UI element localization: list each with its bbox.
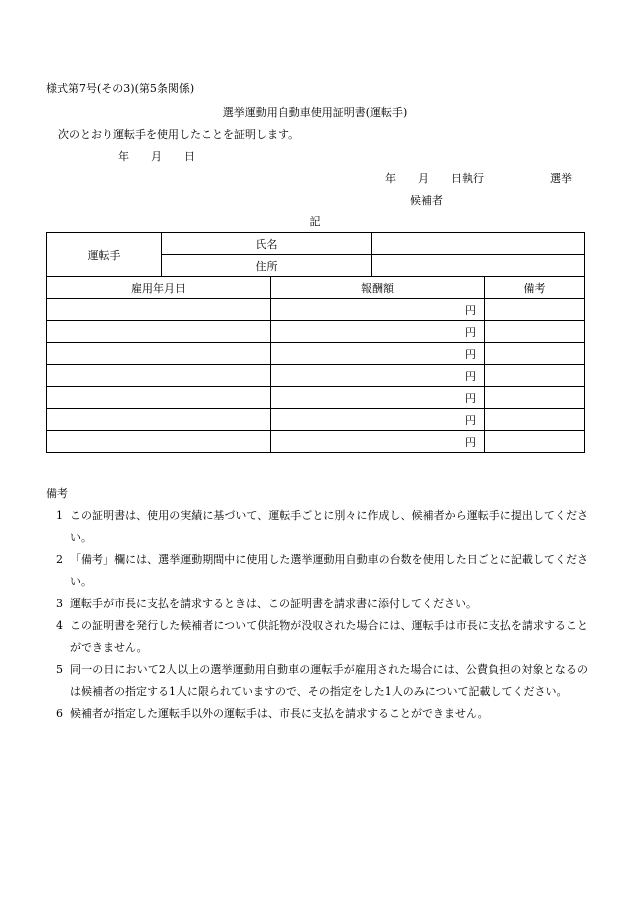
note-item — [46, 593, 588, 615]
table-row — [47, 431, 585, 453]
note-number: 5 — [56, 663, 63, 676]
certification-statement: 次のとおり運転手を使用したことを証明します。 — [58, 128, 300, 141]
note-text: 「備考」欄には、選挙運動期間中に使用した選挙運動用自動車の台数を使用した日ごとに記載してください。 — [70, 553, 588, 588]
candidate-label: 候補者 — [410, 194, 443, 207]
remarks-cell — [485, 409, 585, 431]
remarks-cell — [485, 343, 585, 365]
remarks-cell — [485, 321, 585, 343]
employment-date-cell — [47, 343, 271, 365]
table-row — [47, 409, 585, 431]
name-label-cell: 氏名 — [162, 233, 372, 255]
note-text: この証明書は、使用の実績に基づいて、運転手ごとに別々に作成し、候補者から運転手に提出してください。 — [70, 509, 588, 544]
note-text: 運転手が市長に支払を請求するときは、この証明書を請求書に添付してください。 — [70, 597, 477, 610]
note-text: 候補者が指定した運転手以外の運転手は、市長に支払を請求することができません。 — [70, 707, 489, 720]
note-number: 6 — [56, 707, 63, 720]
notes-section — [46, 483, 588, 725]
driver-label-cell: 運転手 — [47, 233, 162, 277]
employment-date-cell — [47, 365, 271, 387]
name-value-cell — [372, 233, 585, 255]
note-text: この証明書を発行した候補者について供託物が没収された場合には、運転手は市長に支払を請求することができません。 — [70, 619, 588, 654]
table-row — [47, 343, 585, 365]
remuneration-cell: 円 — [271, 299, 485, 321]
remuneration-cell: 円 — [271, 365, 485, 387]
remuneration-cell: 円 — [271, 343, 485, 365]
note-number: 3 — [56, 597, 63, 610]
note-number: 4 — [56, 619, 63, 632]
table-row — [47, 321, 585, 343]
form-number: 様式第7号(その3)(第5条関係) — [46, 82, 195, 95]
address-label-cell: 住所 — [162, 255, 372, 277]
remuneration-cell: 円 — [271, 387, 485, 409]
table-row — [47, 365, 585, 387]
employment-date-cell — [47, 321, 271, 343]
ki-mark: 記 — [309, 215, 321, 228]
note-item — [46, 615, 588, 659]
table-row — [47, 387, 585, 409]
note-number: 1 — [56, 509, 63, 522]
note-item — [46, 703, 588, 725]
header-remarks: 備考 — [485, 277, 585, 299]
employment-date-cell — [47, 387, 271, 409]
certificate-table — [46, 232, 585, 453]
remuneration-cell: 円 — [271, 431, 485, 453]
employment-date-cell — [47, 409, 271, 431]
header-remuneration: 報酬額 — [271, 277, 485, 299]
address-value-cell — [372, 255, 585, 277]
document-title: 選挙運動用自動車使用証明書(運転手) — [222, 106, 408, 119]
election-line: 年 月 日執行 選挙 — [385, 172, 572, 185]
table-row — [47, 299, 585, 321]
note-text: 同一の日において2人以上の選挙運動用自動車の運転手が雇用された場合には、公費負担の対象となるのは候補者の指定する1人に限られていますので、その指定をした1人のみについて記載してください。 — [70, 663, 588, 698]
remuneration-cell: 円 — [271, 321, 485, 343]
employment-date-cell — [47, 299, 271, 321]
header-employment-date: 雇用年月日 — [47, 277, 271, 299]
remarks-cell — [485, 387, 585, 409]
certification-date: 年 月 日 — [118, 150, 195, 163]
note-item — [46, 505, 588, 549]
note-item — [46, 549, 588, 593]
remarks-cell — [485, 431, 585, 453]
remarks-cell — [485, 299, 585, 321]
remuneration-cell: 円 — [271, 409, 485, 431]
remarks-cell — [485, 365, 585, 387]
note-item — [46, 659, 588, 703]
notes-heading: 備考 — [46, 487, 68, 500]
employment-date-cell — [47, 431, 271, 453]
note-number: 2 — [56, 553, 63, 566]
